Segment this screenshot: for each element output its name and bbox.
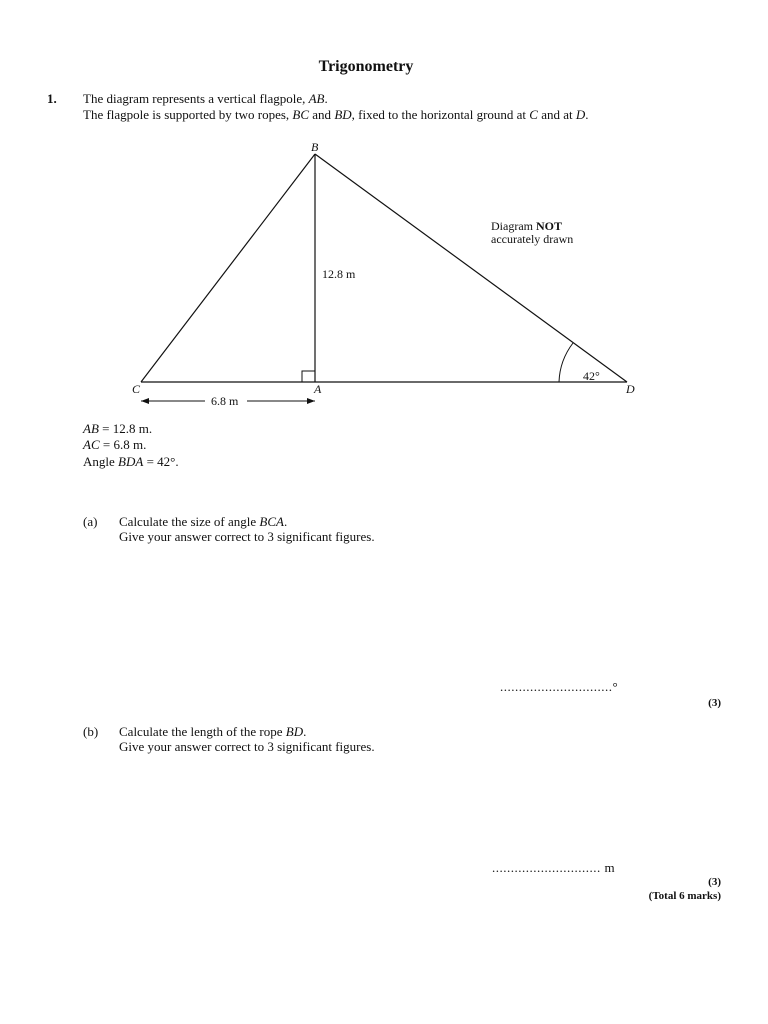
part-b-answer-line: ............................. m (492, 860, 616, 875)
angle-label: 42° (583, 369, 600, 383)
rope-bc (141, 154, 315, 382)
part-b-line-2: Give your answer correct to 3 significant figures. (119, 739, 375, 754)
angle-arc-d (559, 343, 573, 382)
given-ac: AC = 6.8 m. (83, 437, 147, 452)
part-a-answer-line: ..............................° (500, 679, 619, 694)
label-c: C (132, 382, 141, 396)
part-a-line-1: Calculate the size of angle BCA. (119, 514, 288, 529)
page-title: Trigonometry (318, 58, 414, 75)
arrowhead-right-icon (307, 398, 315, 404)
rope-bd (315, 154, 627, 382)
height-label: 12.8 m (322, 267, 356, 281)
part-a-label: (a) (83, 514, 98, 529)
flagpole-diagram (0, 0, 768, 420)
part-a-marks: (3) (708, 697, 721, 709)
question-number: 1. (47, 91, 57, 106)
part-b-label: (b) (83, 724, 99, 739)
label-d: D (626, 382, 635, 396)
arrowhead-left-icon (141, 398, 149, 404)
diagram-note-line-1: Diagram NOT (491, 219, 562, 233)
part-b-line-1: Calculate the length of the rope BD. (119, 724, 307, 739)
label-b: B (311, 140, 319, 154)
part-b-marks: (3) (708, 876, 721, 888)
intro-line-1: The diagram represents a vertical flagpole, AB. (83, 91, 328, 106)
intro-line-2: The flagpole is supported by two ropes, BC and BD, fixed to the horizontal ground at C and at D. (83, 107, 589, 122)
right-angle-mark (302, 371, 315, 382)
label-a: A (314, 382, 322, 396)
total-marks: (Total 6 marks) (648, 890, 721, 902)
part-a-line-2: Give your answer correct to 3 significant figures. (119, 529, 375, 544)
given-angle: Angle BDA = 42°. (83, 454, 179, 469)
diagram-note-line-2: accurately drawn (491, 232, 574, 246)
base-label: 6.8 m (211, 394, 239, 408)
given-ab: AB = 12.8 m. (83, 421, 153, 436)
